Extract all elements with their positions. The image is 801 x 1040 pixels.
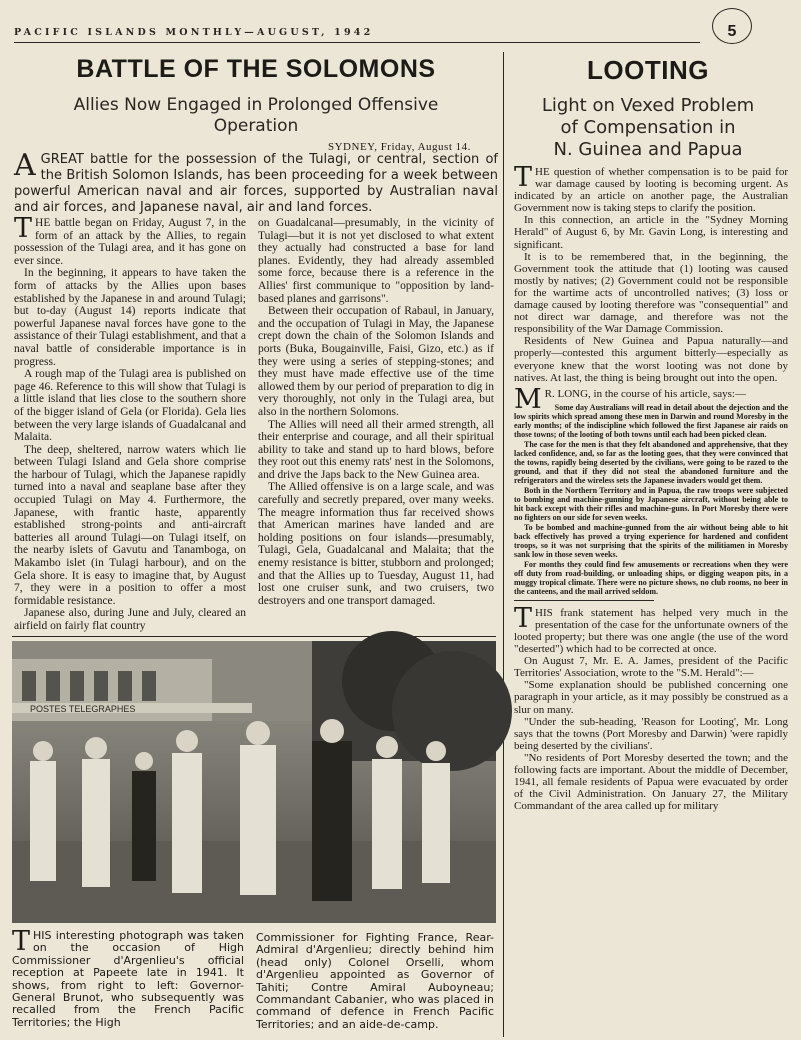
photo-caption-column-1: THIS interesting photograph was taken on the occasion of High Commissioner d'Argenlieu's official reception at Papeete late in 1941. It shows, from right to left: Governor-General Brunot, who subsequently was recalled from the French Pacific Territories; the High	[12, 926, 244, 1029]
lede-dropcap: A	[14, 148, 36, 183]
right-dropcap-1: T	[514, 162, 533, 193]
quote-paragraph: For months they could find few amusements or recreations when they were off duty from road-building, or unloading ships, or digging weapon pits, in a muggy tropical climate. There were no picture shows, no club rooms, no beer in the canteens, and the mail arrived seldom.	[514, 559, 788, 596]
quote-paragraph: To be bombed and machine-gunned from the air without being able to hit back effectively has proved a trying experience for hardened and confident troops, so it was not surprising that the spirits of the militiamen in Moresby sank low in those seven weeks.	[514, 522, 788, 559]
right-dropcap-2: M	[514, 383, 542, 415]
right-paragraph: In this connection, an article in the "Sydney Morning Herald" of August 6, by Mr. Gavin Long, is interesting and significant.	[514, 214, 788, 251]
left-article-column-2	[258, 217, 494, 623]
right-article-column	[514, 162, 788, 1040]
dateline: SYDNEY, Friday, August 14.	[328, 141, 471, 153]
col1-paragraph: Japanese also, during June and July, cleared an airfield on fairly flat country	[14, 607, 246, 632]
col1-paragraph: In the beginning, it appears to have taken the form of attacks by the Allies upon bases established by the Japanese in and around Tulagi; but to-day (August 14) reports indicate that powerful Japanese naval forces have gone to the assistance of their Tulagi establishment, and that a naval battle of considerable importance is in progress.	[14, 267, 246, 368]
col2-paragraph: Between their occupation of Rabaul, in January, and the occupation of Tulagi in May, the Japanese crept down the chain of the Solomon Islands and ports (Buka, Bougainville, Faisi, Gizo, etc.) as if they were using a series of stepping-stones; and they must have made effective use of the time allowed them by our period of preparation to dig in very thoroughly, not only in the Tulagi area, but also in the northern Solomons.	[258, 305, 495, 418]
photo-top-rule	[12, 636, 496, 637]
reception-photograph	[12, 641, 496, 923]
column-divider	[503, 52, 504, 1037]
right-paragraph: M R. LONG, in the course of his article, says:—	[514, 383, 746, 415]
right-subhead-line-2: of Compensation in	[560, 117, 736, 138]
right-subhead-line-1: Light on Vexed Problem	[541, 95, 755, 116]
col1-paragraph: The deep, sheltered, narrow waters which lie between Tulagi Island and Gela shore comprise the harbour of Tulagi, which the Japanese rapidly turned into a naval and seaplane base after they occupied Tulagi on May 4. Furthermore, the Japanese, with frantic haste, apparently established strong-points and anti-aircraft batteries all around Tulagi—on Tulagi itself, on the nearby islets of Gavutu and Tanamboga, on Makambo islet (in Tulagi harbour), and on the Gela shore. It is easy to imagine that, by August 7, they were in a position to offer a most formidable resistance.	[14, 443, 246, 607]
photo-caption-column-2: Commissioner for Fighting France, Rear-Admiral d'Argenlieu; directly behind him (head only) Colonel Orselli, whom d'Argenlieu appointed as Governor of Tahiti; Contre Amiral Auboyneau; Commandant Cabanier, who was placed in command of defence in French Pacific Territories; and an aide-de-camp.	[256, 931, 494, 1031]
right-paragraph: Residents of New Guinea and Papua naturally—and properly—contested this argument bitterly—especially as everyone knew that the worst looting was not done by natives. At last, the thing is being brought out into the open.	[514, 335, 788, 384]
photo-sign: POSTES TELEGRAPHES	[30, 704, 136, 714]
left-article-column-1	[14, 213, 246, 632]
right-paragraph: It is to be remembered that, in the beginning, the Government took the attitude that (1) looting was caused mostly by natives; (2) Government could not be responsible for the wartime acts of uncontrolled natives; (3) loss or damage caused by looting therefore was "consequential" and not direct war damage, and therefore was not the responsibility of the War Damage Commission.	[514, 250, 788, 336]
col2-paragraph: The Allies will need all their armed strength, all their enterprise and courage, and all their spiritual ability to take and stand up to hard blows, before they root out this enemy rats' nest in the Solomons, and drive the Japs back to the New Guinea area.	[258, 418, 494, 481]
right-paragraph: "No residents of Port Moresby deserted the town; and the following facts are important. About the middle of December, 1941, all female residents of Papua were evacuated by order of the Civil Administration. On January 27, the Military Commandant of the area called up for military	[514, 751, 788, 813]
quote-paragraph: Some day Australians will read in detail about the dejection and the low spirits which spread among these men in Darwin and round Moresby in the early months; of the indiscipline which followed the first Japanese air raids on those towns; of the looting of both towns until each had been picked clean.	[514, 402, 788, 439]
col2-paragraph: The Allied offensive is on a large scale, and was carefully and secretly prepared, over many weeks. The meagre information thus far received shows that American marines have landed and are holding positions on four islands—presumably, Tulagi, Gela, Guadalcanal and Malaita; that the enemy resistance is bitter, stubborn and prolonged; and that the Allies up to Tuesday, August 11, had lost one cruiser sunk, and two cruisers, two destroyers and one transport damaged.	[258, 481, 494, 607]
page-number: 5	[712, 8, 752, 44]
right-paragraph: On August 7, Mr. E. A. James, president of the Pacific Territories' Association, wrote to the "S.M. Herald":—	[514, 655, 788, 680]
left-subhead-line-1: Allies Now Engaged in Prolonged Offensive	[73, 95, 439, 115]
running-head: PACIFIC ISLANDS MONTHLY—AUGUST, 1942	[14, 27, 374, 38]
left-subhead-line-2: Operation	[213, 116, 299, 136]
quoted-extract	[514, 403, 788, 596]
right-paragraph: "Under the sub-heading, 'Reason for Looting', Mr. Long says that the towns (Port Moresby and Darwin) 'were rapidly being deserted by the civilians'.	[514, 715, 788, 752]
right-paragraph: "Some explanation should be published concerning one paragraph in your article, as it may possibly be construed as a slur on many.	[514, 679, 788, 716]
quote-paragraph: Both in the Northern Territory and in Papua, the raw troops were subjected to bombing and machine-gunning by Japanese aircraft, without being able to hit back except with their rifles and machine-guns. In Port Moresby there were no fighters on our side for seven weeks.	[514, 485, 788, 522]
right-paragraph: THE question of whether compensation is to be paid for war damage caused by looting is becoming urgent. As indicated by an article on another page, the Australian Government now is taking steps to clarify the position.	[514, 162, 788, 215]
lede-text: GREAT battle for the possession of the Tulagi, or central, section of the British Solomon Islands, has been proceeding for a week between powerful American naval and air forces, supported by Australian naval and air forces, and Japanese naval, air and land forces.	[14, 152, 498, 215]
photo-drawing	[12, 641, 496, 923]
header-rule	[14, 42, 700, 43]
section-rule	[514, 600, 654, 601]
col1-paragraph: A rough map of the Tulagi area is published on page 46. Reference to this will show that Tulagi is a little island that lies close to the southern shore of the bigger island of Gela (or Florida). Gela lies between the very large islands of Guadalcanal and Malaita.	[14, 368, 246, 444]
col2-paragraph: on Guadalcanal—presumably, in the vicinity of Tulagi—but it is not yet disclosed to what extent they actually had constructed a base for land planes. Evidently, they had already assembled some force, because there is a reference in the Allies' first communique to "opposition by land-based planes and garrisons".	[258, 217, 494, 305]
col1-paragraph: THE battle began on Friday, August 7, in the form of an attack by the Allies, to regain possession of the Tulagi area, and it has gone on ever since.	[14, 213, 246, 267]
lede-paragraph	[14, 148, 498, 216]
right-paragraph: THIS frank statement has helped very much in the presentation of the case for the unfortunate owners of the looted property; but there was one angle (the use of the word "deserted") which had to be corrected at once.	[514, 602, 788, 656]
left-headline: BATTLE OF THE SOLOMONS	[76, 55, 436, 83]
quote-paragraph: The case for the men is that they felt abandoned and apprehensive, that they lacked confidence, and, so far as the looting goes, that they were convinced that the towns, rapidly being deserted by the civilians, were going to be razed to the ground, and that if they did not steal the abandoned furniture and the refrigerators and the wireless sets the Japanese invaders would get them.	[514, 439, 788, 485]
col1-dropcap: T	[14, 213, 33, 244]
right-subhead-line-3: N. Guinea and Papua	[553, 139, 743, 160]
caption-dropcap: T	[12, 926, 31, 957]
right-headline: LOOTING	[587, 55, 709, 85]
right-dropcap-3: T	[514, 602, 533, 634]
